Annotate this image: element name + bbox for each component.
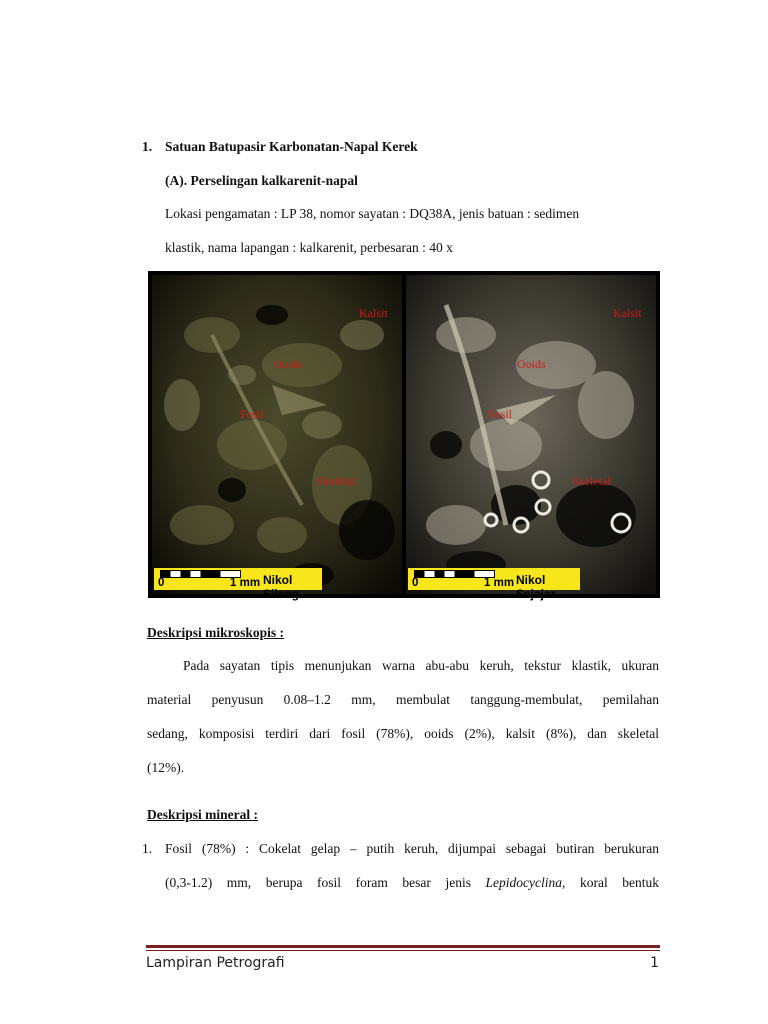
- mineral-item-line-2-italic: Lepidocyclina: [485, 875, 563, 890]
- micro-line-2: material penyusun 0.08–1.2 mm, membulat tanggung-membulat, pemilahan: [147, 692, 659, 707]
- left-scale-zero: 0: [158, 577, 165, 589]
- right-label-ooids: Ooids: [517, 357, 546, 371]
- right-scale-mode: Nikol Sejajar: [516, 573, 556, 601]
- right-scale-bar: [408, 568, 580, 601]
- right-scale-unit: 1 mm: [484, 577, 515, 589]
- mineral-item-line-2b: , koral bentuk: [562, 875, 660, 890]
- footer-rule-thin: [146, 950, 660, 951]
- footer-page-number: 1: [650, 955, 659, 971]
- micro-line-1: Pada sayatan tipis menunjukan warna abu-abu keruh, tekstur klastik, ukuran: [183, 658, 659, 673]
- micrograph-right-panel: [406, 275, 656, 594]
- mineral-item-line-2a: (0,3-1.2) mm, berupa fosil foram besar jenis: [165, 875, 471, 890]
- micrograph-left-image: [152, 275, 402, 594]
- footer-title: Lampiran Petrografi: [146, 955, 285, 971]
- mineral-item-line-2: [165, 874, 659, 892]
- micrograph-left-panel: [152, 275, 402, 594]
- mineral-item-line-1: Fosil (78%) : Cokelat gelap – putih keruh, dijumpai sebagai butiran berukuran: [165, 841, 659, 856]
- left-label-fosil: Fosil: [240, 407, 265, 421]
- micrograph-figure: [148, 271, 660, 601]
- right-label-kalsit: Kalsit: [613, 306, 642, 320]
- left-label-skeletal: Skeletal: [317, 474, 356, 488]
- micro-line-4: (12%).: [147, 760, 185, 775]
- right-label-skeletal: Skeletal: [572, 474, 611, 488]
- right-label-fosil: Fosil: [488, 407, 513, 421]
- left-label-ooids: Ooids: [274, 357, 303, 371]
- micrograph-right-image: [406, 275, 656, 594]
- left-scale-mode: Nikol Silang: [263, 573, 300, 601]
- footer-rule-thick: [146, 945, 660, 948]
- sample-info-line-2: klastik, nama lapangan : kalkarenit, perbesaran : 40 x: [165, 240, 453, 255]
- left-label-kalsit: Kalsit: [359, 306, 388, 320]
- sample-info-line-1: Lokasi pengamatan : LP 38, nomor sayatan : DQ38A, jenis batuan : sedimen: [165, 206, 580, 221]
- left-scale-bar: [154, 568, 322, 601]
- left-scale-unit: 1 mm: [230, 577, 261, 589]
- mineral-item-number: 1.: [142, 841, 153, 856]
- micro-line-3: sedang, komposisi terdiri dari fosil (78%), ooids (2%), kalsit (8%), dan skeletal: [147, 726, 659, 741]
- mineral-heading: Deskripsi mineral :: [147, 807, 258, 822]
- micro-heading: Deskripsi mikroskopis :: [147, 625, 285, 640]
- section-title: Satuan Batupasir Karbonatan-Napal Kerek: [165, 139, 418, 154]
- right-scale-zero: 0: [412, 577, 419, 589]
- section-subtitle: (A). Perselingan kalkarenit-napal: [165, 173, 358, 188]
- section-number: 1.: [142, 139, 153, 154]
